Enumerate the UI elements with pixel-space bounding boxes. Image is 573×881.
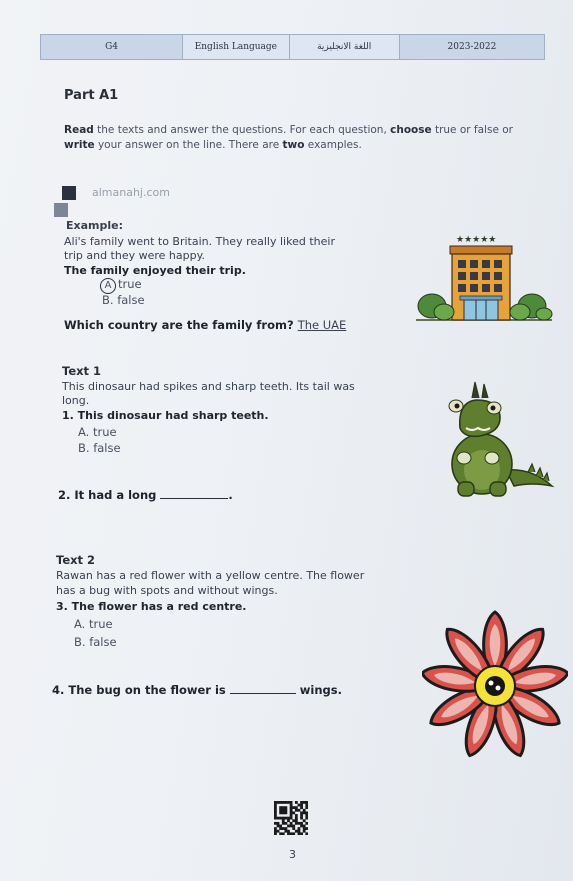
header-grade: G4 bbox=[41, 35, 183, 59]
bug-spot bbox=[496, 686, 501, 691]
example-question: Which country are the family from? The UAE bbox=[64, 318, 347, 332]
question-2: 2. It had a long . bbox=[58, 488, 233, 502]
qr-code bbox=[274, 801, 308, 835]
circled-letter: A bbox=[100, 278, 116, 294]
text1-line1: This dinosaur had spikes and sharp teeth. Its tail was bbox=[62, 380, 355, 393]
question-3: 3. The flower has a red centre. bbox=[56, 600, 247, 613]
text2-line1: Rawan has a red flower with a yellow centre. The flower bbox=[56, 569, 365, 582]
text2-line2: has a bug with spots and without wings. bbox=[56, 584, 278, 597]
header-subject-en: English Language bbox=[183, 35, 289, 59]
instructions: Read the texts and answer the questions. For each question, choose true or false or write your answer on the line. There are two examples. bbox=[64, 124, 513, 151]
example-label: Example: bbox=[66, 219, 123, 232]
part-title: Part A1 bbox=[64, 88, 119, 103]
text1-line2: long. bbox=[62, 394, 90, 407]
question-1: 1. This dinosaur had sharp teeth. bbox=[62, 409, 269, 422]
svg-text:★★★★★: ★★★★★ bbox=[456, 235, 497, 245]
header-subject-ar: اللغة الانجليزية bbox=[290, 35, 400, 59]
hotel-illustration bbox=[414, 232, 554, 324]
dinosaur-illustration bbox=[436, 378, 558, 500]
text2-heading: Text 2 bbox=[56, 553, 96, 567]
q4-answer-line[interactable] bbox=[230, 683, 296, 694]
bug-spot bbox=[489, 681, 494, 686]
example-text-line2: trip and they were happy. bbox=[64, 249, 206, 262]
example-option-a: A true bbox=[100, 277, 142, 294]
watermark-text: almanahj.com bbox=[92, 186, 170, 199]
q2-answer-line[interactable] bbox=[160, 488, 228, 499]
page-number: 3 bbox=[289, 848, 296, 861]
flower-illustration bbox=[422, 608, 568, 760]
watermark-logo-block-2 bbox=[54, 203, 68, 217]
example-text-line1: Ali's family went to Britain. They really liked their bbox=[64, 235, 335, 248]
bug bbox=[485, 676, 505, 696]
q1-option-b[interactable]: B. false bbox=[78, 441, 121, 455]
question-4: 4. The bug on the flower is wings. bbox=[52, 683, 342, 697]
example-answer: The UAE bbox=[297, 318, 347, 332]
header-year: 2023-2022 bbox=[447, 42, 497, 52]
q3-option-a[interactable]: A. true bbox=[74, 617, 113, 631]
example-option-b: B. false bbox=[102, 293, 145, 307]
q3-option-b[interactable]: B. false bbox=[74, 635, 117, 649]
q1-option-a[interactable]: A. true bbox=[78, 425, 117, 439]
example-statement: The family enjoyed their trip. bbox=[64, 264, 246, 277]
text1-heading: Text 1 bbox=[62, 364, 102, 378]
header-table bbox=[40, 34, 545, 60]
watermark-logo-block bbox=[62, 186, 76, 200]
